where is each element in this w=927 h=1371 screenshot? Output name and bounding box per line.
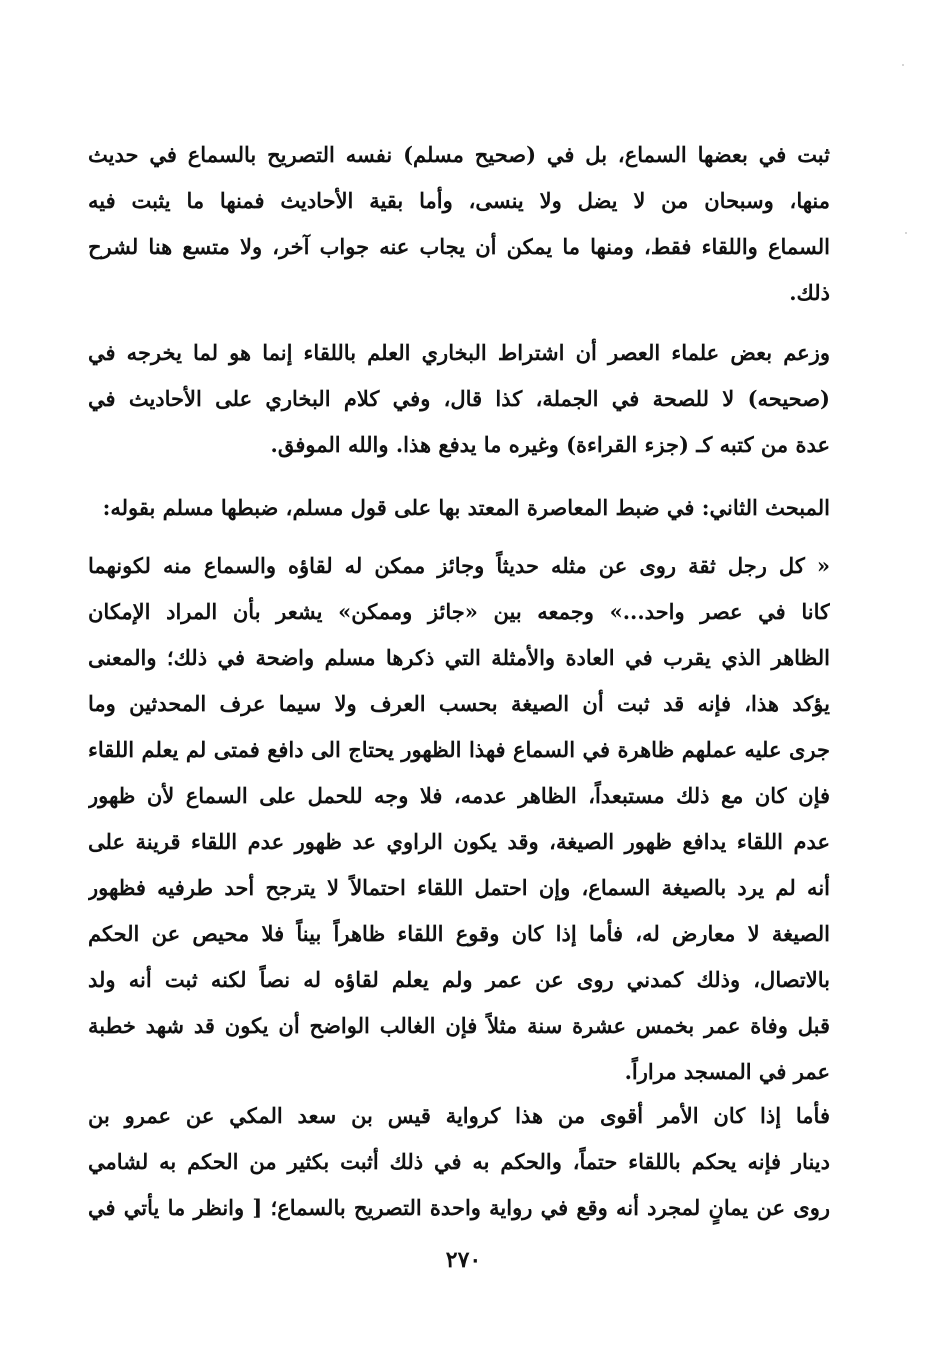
- scan-speck: [902, 64, 904, 66]
- text-line: ذلك.: [789, 280, 830, 305]
- text-line: بالاتصال، وذلك كمدني روى عن عمر ولم يعلم لقاؤه له نصاً لكنه ثبت أنه ولد: [88, 967, 830, 992]
- text-line: منها، وسبحان من لا يضل ولا ينسى، وأما بقية الأحاديث فمنها ما يثبت فيه: [88, 188, 830, 213]
- text-line: الظاهر الذي يقرب في العادة والأمثلة التي ذكرها مسلم واضحة في ذلك؛ والمعنى: [88, 645, 830, 670]
- text-line: المبحث الثاني: في ضبط المعاصرة المعتد بها على قول مسلم، ضبطها مسلم بقوله:: [102, 495, 830, 520]
- text-line: قبل وفاة عمر بخمس عشرة سنة مثلاً فإن الغالب الواضح أن يكون قد شهد خطبة: [88, 1013, 830, 1038]
- text-line: فأما إذا كان الأمر أقوى من هذا كرواية قيس بن سعد المكي عن عمرو بن: [88, 1103, 830, 1128]
- text-line: السماع واللقاء فقط، ومنها ما يمكن أن يجاب عنه جواب آخر، ولا متسع هنا لشرح: [88, 234, 830, 259]
- text-line: الصيغة لا معارض له، فأما إذا كان وقوع اللقاء ظاهراً بيناً فلا محيص عن الحكم: [88, 921, 830, 946]
- text-line: عدم اللقاء يدافع ظهور الصيغة، وقد يكون الراوي عد ظهور عدم اللقاء قرينة على: [88, 829, 830, 854]
- paragraph-quote: [88, 543, 830, 1095]
- text-line: جرى عليه عملهم ظاهرة في السماع فهذا الظهور يحتاج الى دافع فمتى لم يعلم اللقاء: [88, 737, 830, 762]
- scan-speck: [905, 232, 907, 234]
- text-line: يؤكد هذا، فإنه قد ثبت أن الصيغة بحسب العرف ولا سيما عرف المحدثين وما: [88, 691, 830, 716]
- text-line: عمر في المسجد مراراً.: [624, 1059, 830, 1084]
- paragraph-1: [88, 132, 830, 316]
- page-number: ٢٧٠: [445, 1247, 482, 1273]
- text-line: ثبت في بعضها السماع، بل في (صحيح مسلم) نفسه التصريح بالسماع في حديث: [88, 142, 830, 167]
- text-line: دينار فإنه يحكم باللقاء حتماً، والحكم به في ذلك أثبت بكثير من الحكم به لشامي: [88, 1149, 830, 1174]
- text-line: فإن كان مع ذلك مستبعداً، الظاهر عدمه، فلا وجه للحمل على السماع لأن ظهور: [88, 783, 830, 808]
- text-line: (صحيحه) لا للصحة في الجملة، كذا قال، وفي كلام البخاري على الأحاديث في: [88, 386, 830, 411]
- paragraph-5: [88, 1093, 830, 1231]
- text-line: روى عن يمانٍ لمجرد أنه وقع في رواية واحدة التصريح بالسماع؛ [ وانظر ما يأتي في: [88, 1195, 830, 1220]
- text-line: عدة من كتبه كـ (جزء القراءة) وغيره ما يدفع هذا. والله الموفق.: [270, 432, 830, 457]
- text-line: « كل رجل ثقة روى عن مثله حديثاً وجائز ممكن له لقاؤه والسماع منه لكونهما: [88, 553, 830, 578]
- section-heading: [88, 485, 830, 531]
- text-line: وزعم بعض علماء العصر أن اشتراط البخاري العلم باللقاء إنما هو لما يخرجه في: [88, 340, 830, 365]
- paragraph-2: [88, 330, 830, 468]
- text-line: كانا في عصر واحد...» وجمعه بين «جائز وممكن» يشعر بأن المراد الإمكان: [88, 599, 830, 624]
- text-line: أنه لم يرد بالصيغة السماع، وإن احتمل اللقاء احتمالاً لا يترجح أحد طرفيه فظهور: [88, 875, 830, 900]
